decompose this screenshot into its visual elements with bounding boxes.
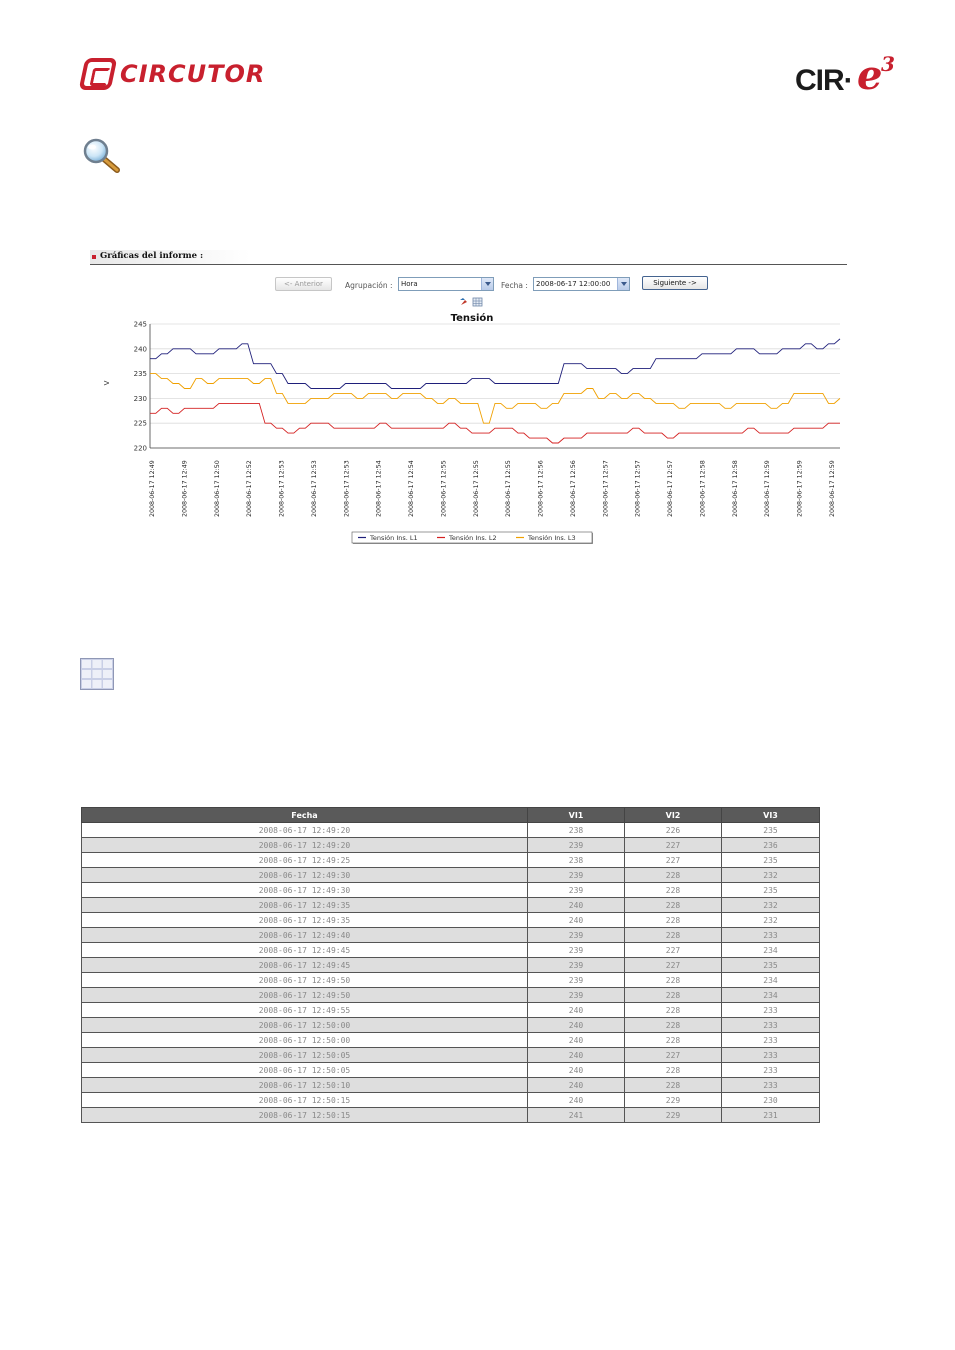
table-cell: 234 bbox=[722, 943, 820, 958]
table-cell: 235 bbox=[722, 958, 820, 973]
table-cell: 239 bbox=[528, 943, 625, 958]
table-cell: 228 bbox=[625, 973, 722, 988]
x-tick-label: 2008-06-17 12:49 bbox=[149, 460, 156, 517]
table-row bbox=[82, 868, 820, 883]
table-cell: 2008-06-17 12:49:30 bbox=[82, 883, 528, 898]
column-header-vi2[interactable]: VI2 bbox=[625, 808, 722, 823]
table-cell: 228 bbox=[625, 868, 722, 883]
table-row bbox=[82, 838, 820, 853]
grouping-label: Agrupación : bbox=[345, 281, 393, 290]
table-cell: 240 bbox=[528, 1063, 625, 1078]
table-cell: 2008-06-17 12:49:35 bbox=[82, 913, 528, 928]
x-tick-label: 2008-06-17 12:50 bbox=[213, 460, 221, 517]
table-cell: 234 bbox=[722, 973, 820, 988]
table-cell: 240 bbox=[528, 913, 625, 928]
table-row bbox=[82, 1108, 820, 1123]
x-tick-label: 2008-06-17 12:58 bbox=[699, 460, 707, 517]
table-row bbox=[82, 943, 820, 958]
table-cell: 2008-06-17 12:49:50 bbox=[82, 988, 528, 1003]
table-cell: 228 bbox=[625, 928, 722, 943]
series-line-l1 bbox=[150, 339, 840, 389]
circutor-logo bbox=[82, 58, 272, 92]
table-cell: 232 bbox=[722, 898, 820, 913]
x-tick-label: 2008-06-17 12:57 bbox=[667, 460, 675, 517]
table-cell: 241 bbox=[528, 1108, 625, 1123]
x-tick-label: 2008-06-17 12:55 bbox=[505, 460, 513, 517]
table-row bbox=[82, 913, 820, 928]
y-tick-label: 230 bbox=[133, 394, 147, 403]
table-cell: 236 bbox=[722, 838, 820, 853]
table-cell: 228 bbox=[625, 883, 722, 898]
table-cell: 2008-06-17 12:50:05 bbox=[82, 1063, 528, 1078]
table-cell: 240 bbox=[528, 1033, 625, 1048]
chevron-down-icon[interactable] bbox=[617, 278, 629, 290]
table-cell: 2008-06-17 12:49:40 bbox=[82, 928, 528, 943]
table-row bbox=[82, 1063, 820, 1078]
magnifier-icon bbox=[82, 138, 122, 174]
table-cell: 232 bbox=[722, 913, 820, 928]
table-cell: 240 bbox=[528, 1078, 625, 1093]
table-cell: 239 bbox=[528, 988, 625, 1003]
table-cell: 233 bbox=[722, 1048, 820, 1063]
table-row bbox=[82, 1003, 820, 1018]
table-cell: 240 bbox=[528, 1093, 625, 1108]
table-cell: 234 bbox=[722, 988, 820, 1003]
section-bullet-icon bbox=[92, 255, 96, 259]
grouping-select-value: Hora bbox=[401, 280, 418, 288]
table-row bbox=[82, 1093, 820, 1108]
chart-export-icon[interactable] bbox=[460, 298, 468, 306]
table-cell: 2008-06-17 12:49:20 bbox=[82, 838, 528, 853]
chart-title: Tensión bbox=[450, 313, 494, 324]
x-tick-label: 2008-06-17 12:58 bbox=[731, 460, 739, 517]
chart-legend bbox=[352, 532, 593, 544]
table-cell: 232 bbox=[722, 868, 820, 883]
x-tick-label: 2008-06-17 12:53 bbox=[343, 460, 351, 517]
table-cell: 238 bbox=[528, 823, 625, 838]
table-cell: 239 bbox=[528, 838, 625, 853]
cir-e3-logo bbox=[795, 52, 905, 100]
table-cell: 235 bbox=[722, 883, 820, 898]
legend-label[interactable]: Tensión Ins. L1 bbox=[370, 534, 418, 542]
x-tick-label: 2008-06-17 12:57 bbox=[602, 460, 610, 517]
table-cell: 2008-06-17 12:49:50 bbox=[82, 973, 528, 988]
table-cell: 2008-06-17 12:50:15 bbox=[82, 1108, 528, 1123]
table-cell: 235 bbox=[722, 853, 820, 868]
x-tick-label: 2008-06-17 12:55 bbox=[440, 460, 448, 517]
table-cell: 233 bbox=[722, 1033, 820, 1048]
date-select-value: 2008-06-17 12:00:00 bbox=[536, 280, 611, 288]
table-row bbox=[82, 973, 820, 988]
x-tick-label: 2008-06-17 12:55 bbox=[472, 460, 480, 517]
table-cell: 233 bbox=[722, 928, 820, 943]
table-row bbox=[82, 1078, 820, 1093]
table-cell: 227 bbox=[625, 1048, 722, 1063]
table-cell: 2008-06-17 12:50:05 bbox=[82, 1048, 528, 1063]
table-cell: 227 bbox=[625, 838, 722, 853]
chart-table-icon[interactable] bbox=[473, 298, 482, 306]
legend-label[interactable]: Tensión Ins. L3 bbox=[528, 534, 576, 542]
previous-button[interactable]: <- Anterior bbox=[275, 277, 332, 291]
column-header-vi1[interactable]: VI1 bbox=[528, 808, 625, 823]
table-cell: 2008-06-17 12:50:15 bbox=[82, 1093, 528, 1108]
legend-label[interactable]: Tensión Ins. L2 bbox=[449, 534, 497, 542]
table-cell: 239 bbox=[528, 868, 625, 883]
table-cell: 2008-06-17 12:49:25 bbox=[82, 853, 528, 868]
table-cell: 231 bbox=[722, 1108, 820, 1123]
table-row bbox=[82, 1033, 820, 1048]
table-cell: 2008-06-17 12:50:10 bbox=[82, 1078, 528, 1093]
table-cell: 227 bbox=[625, 853, 722, 868]
voltage-chart bbox=[100, 295, 850, 550]
circutor-logo-mark bbox=[79, 58, 118, 90]
table-row bbox=[82, 988, 820, 1003]
table-cell: 227 bbox=[625, 958, 722, 973]
table-row bbox=[82, 883, 820, 898]
table-row bbox=[82, 1018, 820, 1033]
x-tick-label: 2008-06-17 12:57 bbox=[634, 460, 642, 517]
chart-y-axis-label: V bbox=[103, 380, 111, 386]
table-cell: 229 bbox=[625, 1108, 722, 1123]
x-tick-label: 2008-06-17 12:54 bbox=[408, 460, 416, 517]
table-row bbox=[82, 928, 820, 943]
chevron-down-icon[interactable] bbox=[481, 278, 493, 290]
y-tick-label: 240 bbox=[133, 345, 147, 354]
y-tick-label: 235 bbox=[133, 370, 147, 379]
table-cell: 228 bbox=[625, 1018, 722, 1033]
table-cell: 227 bbox=[625, 943, 722, 958]
table-cell: 230 bbox=[722, 1093, 820, 1108]
table-cell: 235 bbox=[722, 823, 820, 838]
circutor-logo-text: CIRCUTOR bbox=[120, 60, 266, 88]
x-tick-label: 2008-06-17 12:56 bbox=[537, 460, 545, 517]
table-cell: 240 bbox=[528, 1018, 625, 1033]
column-header-fecha[interactable]: Fecha bbox=[82, 808, 528, 823]
cir-e3-logo-sup: 3 bbox=[881, 52, 895, 76]
next-button[interactable]: Siguiente -> bbox=[642, 276, 708, 290]
x-tick-label: 2008-06-17 12:53 bbox=[278, 460, 286, 517]
table-cell: 240 bbox=[528, 1048, 625, 1063]
data-table bbox=[81, 807, 820, 1123]
table-cell: 226 bbox=[625, 823, 722, 838]
table-cell: 239 bbox=[528, 973, 625, 988]
table-row bbox=[82, 898, 820, 913]
table-header-row bbox=[82, 808, 820, 823]
date-label: Fecha : bbox=[501, 281, 528, 290]
table-cell: 228 bbox=[625, 1033, 722, 1048]
x-tick-label: 2008-06-17 12:59 bbox=[829, 460, 836, 517]
table-cell: 228 bbox=[625, 913, 722, 928]
x-tick-label: 2008-06-17 12:56 bbox=[569, 460, 577, 517]
cir-e3-logo-text: CIR· bbox=[795, 64, 853, 97]
table-cell: 2008-06-17 12:50:00 bbox=[82, 1033, 528, 1048]
x-tick-label: 2008-06-17 12:59 bbox=[764, 460, 772, 517]
table-cell: 228 bbox=[625, 1003, 722, 1018]
report-section-title: Gráficas del informe : bbox=[100, 251, 204, 261]
table-cell: 228 bbox=[625, 898, 722, 913]
table-row bbox=[82, 1048, 820, 1063]
table-cell: 2008-06-17 12:49:30 bbox=[82, 868, 528, 883]
cir-e3-logo-e: e bbox=[857, 52, 883, 99]
table-cell: 238 bbox=[528, 853, 625, 868]
table-cell: 2008-06-17 12:49:55 bbox=[82, 1003, 528, 1018]
table-cell: 240 bbox=[528, 898, 625, 913]
table-cell: 2008-06-17 12:49:45 bbox=[82, 943, 528, 958]
grouping-select[interactable] bbox=[398, 277, 494, 291]
x-tick-label: 2008-06-17 12:49 bbox=[181, 460, 189, 517]
column-header-vi3[interactable]: VI3 bbox=[722, 808, 820, 823]
x-tick-label: 2008-06-17 12:59 bbox=[796, 460, 804, 517]
table-cell: 2008-06-17 12:49:20 bbox=[82, 823, 528, 838]
y-tick-label: 245 bbox=[133, 320, 147, 329]
table-cell: 233 bbox=[722, 1063, 820, 1078]
table-row bbox=[82, 958, 820, 973]
table-cell: 240 bbox=[528, 1003, 625, 1018]
table-cell: 2008-06-17 12:49:35 bbox=[82, 898, 528, 913]
report-section-header bbox=[90, 250, 847, 265]
table-cell: 233 bbox=[722, 1078, 820, 1093]
table-cell: 239 bbox=[528, 958, 625, 973]
table-cell: 2008-06-17 12:49:45 bbox=[82, 958, 528, 973]
table-cell: 2008-06-17 12:50:00 bbox=[82, 1018, 528, 1033]
table-cell: 239 bbox=[528, 928, 625, 943]
grid-icon bbox=[80, 658, 114, 690]
date-select[interactable] bbox=[533, 277, 630, 291]
table-cell: 239 bbox=[528, 883, 625, 898]
table-cell: 233 bbox=[722, 1018, 820, 1033]
table-row bbox=[82, 823, 820, 838]
table-cell: 228 bbox=[625, 988, 722, 1003]
x-tick-label: 2008-06-17 12:54 bbox=[375, 460, 383, 517]
table-cell: 228 bbox=[625, 1063, 722, 1078]
table-cell: 233 bbox=[722, 1003, 820, 1018]
x-tick-label: 2008-06-17 12:53 bbox=[310, 460, 318, 517]
x-tick-label: 2008-06-17 12:52 bbox=[246, 460, 254, 517]
y-tick-label: 220 bbox=[133, 444, 147, 453]
y-tick-label: 225 bbox=[133, 419, 147, 428]
table-cell: 228 bbox=[625, 1078, 722, 1093]
table-row bbox=[82, 853, 820, 868]
table-cell: 229 bbox=[625, 1093, 722, 1108]
